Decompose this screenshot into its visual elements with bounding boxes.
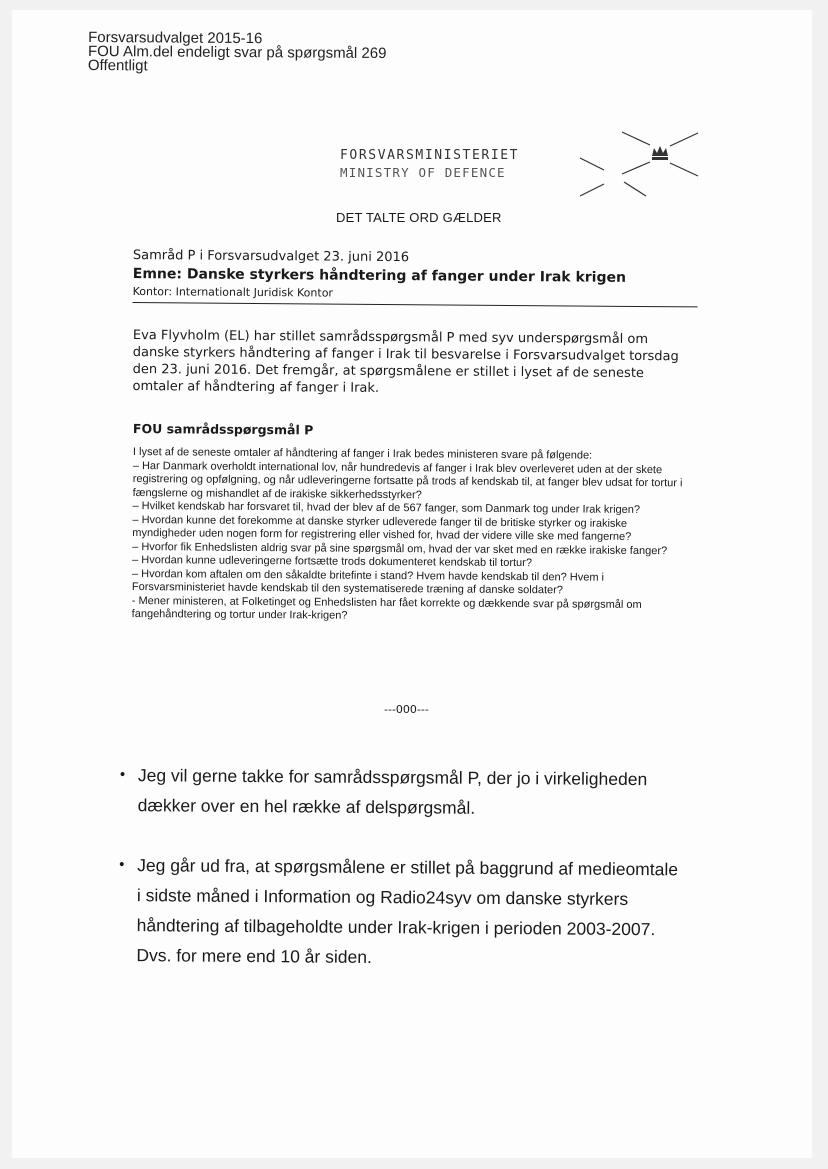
question-item: I lyset af de seneste omtaler af håndtering af fanger i Irak bedes ministeren svare på følgende: <box>132 446 593 462</box>
ministry-letterhead <box>340 148 519 180</box>
bullet-icon: • <box>119 855 125 874</box>
subject-line: Emne: Danske styrkers håndtering af fanger under Irak krigen <box>132 265 627 286</box>
question-item: – Hvordan kom aftalen om den såkaldte britefinte i stand? Hvem havde kendskab til den? Hvem i Forsvarsministeriet havde kendskab til den systematiserede træning af danske soldater? <box>131 567 605 597</box>
stamp-status: Offentligt <box>87 56 148 75</box>
speech-bullets <box>118 760 680 1004</box>
filing-stamp <box>87 28 387 75</box>
spoken-word-notice: DET TALTE ORD GÆLDER <box>336 210 502 225</box>
speech-bullet <box>120 760 680 824</box>
question-item: - Mener ministeren, at Folketinget og Enhedslisten har fået korrekte og dækkende svar på spørgsmål om fangehåndtering og tortur under Irak-krigen? <box>131 594 642 622</box>
question-item: – Hvilket kendskab har forsvaret til, hvad der blev af de 567 fanger, som Danmark tog under Irak krigen? <box>132 499 641 516</box>
speech-bullet <box>118 850 679 974</box>
meeting-line: Samråd P i Forsvarsudvalget 23. juni 2016 <box>132 248 410 266</box>
question-heading: FOU samrådsspørgsmål P <box>132 421 314 438</box>
ministry-name-english: MINISTRY OF DEFENCE <box>340 165 506 180</box>
ministry-name-danish: FORSVARSMINISTERIET <box>340 148 520 163</box>
office-line: Kontor: Internationalt Juridisk Kontor <box>132 284 334 300</box>
bullet-icon: • <box>119 765 126 784</box>
stamp-committee: Forsvarsudvalget 2015-16 <box>88 28 263 48</box>
question-item: – Hvordan kunne udleveringerne fortsætte trods dokumenteret kendskab til tortur? <box>132 553 533 570</box>
crown-emblem-icon <box>574 130 704 210</box>
question-item: – Hvordan kunne det forekomme at danske styrker udleverede fanger til de britiske styrker og irakiske myndigheder uden nogen form for registrering eller vished for, hvad der videre ville ske med fangerne? <box>132 513 632 543</box>
bullet-text: Jeg vil gerne takke for samrådsspørgsmål P, der jo i virkeligheden dækker over en hel række af delspørgsmål. <box>137 765 648 818</box>
question-list <box>132 446 688 626</box>
section-separator: ---000--- <box>384 703 429 716</box>
question-item: – Har Danmark overholdt international lov, når hundredevis af fanger i Irak blev overleveret uden at der skete registrering og opfølgning, og når udleveringerne fortsatte på trods af kendskab til, at fanger blev udsat for tortur i fængslerne og mishandlet af de irakiske sikkerhedsstyrker? <box>132 459 683 501</box>
intro-paragraph: Eva Flyvholm (EL) har stillet samrådsspørgsmål P med syv underspørgsmål om danske styrkers håndtering af fanger i Irak til besvarelse i Forsvarsudvalget torsdag den 23. juni 2016. Det fremgår, at spørgsmålene er stillet i lyset af de seneste omtaler af håndtering af fanger i Irak. <box>132 327 679 396</box>
bullet-text: Jeg går ud fra, at spørgsmålene er stillet på baggrund af medieomtale i sidste måned i Information og Radio24syv om danske styrkers håndtering af tilbageholdte under Irak-krigen i perioden 2003-2007. Dvs. for mere end 10 år siden. <box>136 855 679 967</box>
stamp-reference: FOU Alm.del endeligt svar på spørgsmål 269 <box>87 42 387 63</box>
meeting-header <box>133 248 698 307</box>
question-item: – Hvorfor fik Enhedslisten aldrig svar på sine spørgsmål om, hvad der var sket med en række irakiske fanger? <box>132 540 668 557</box>
